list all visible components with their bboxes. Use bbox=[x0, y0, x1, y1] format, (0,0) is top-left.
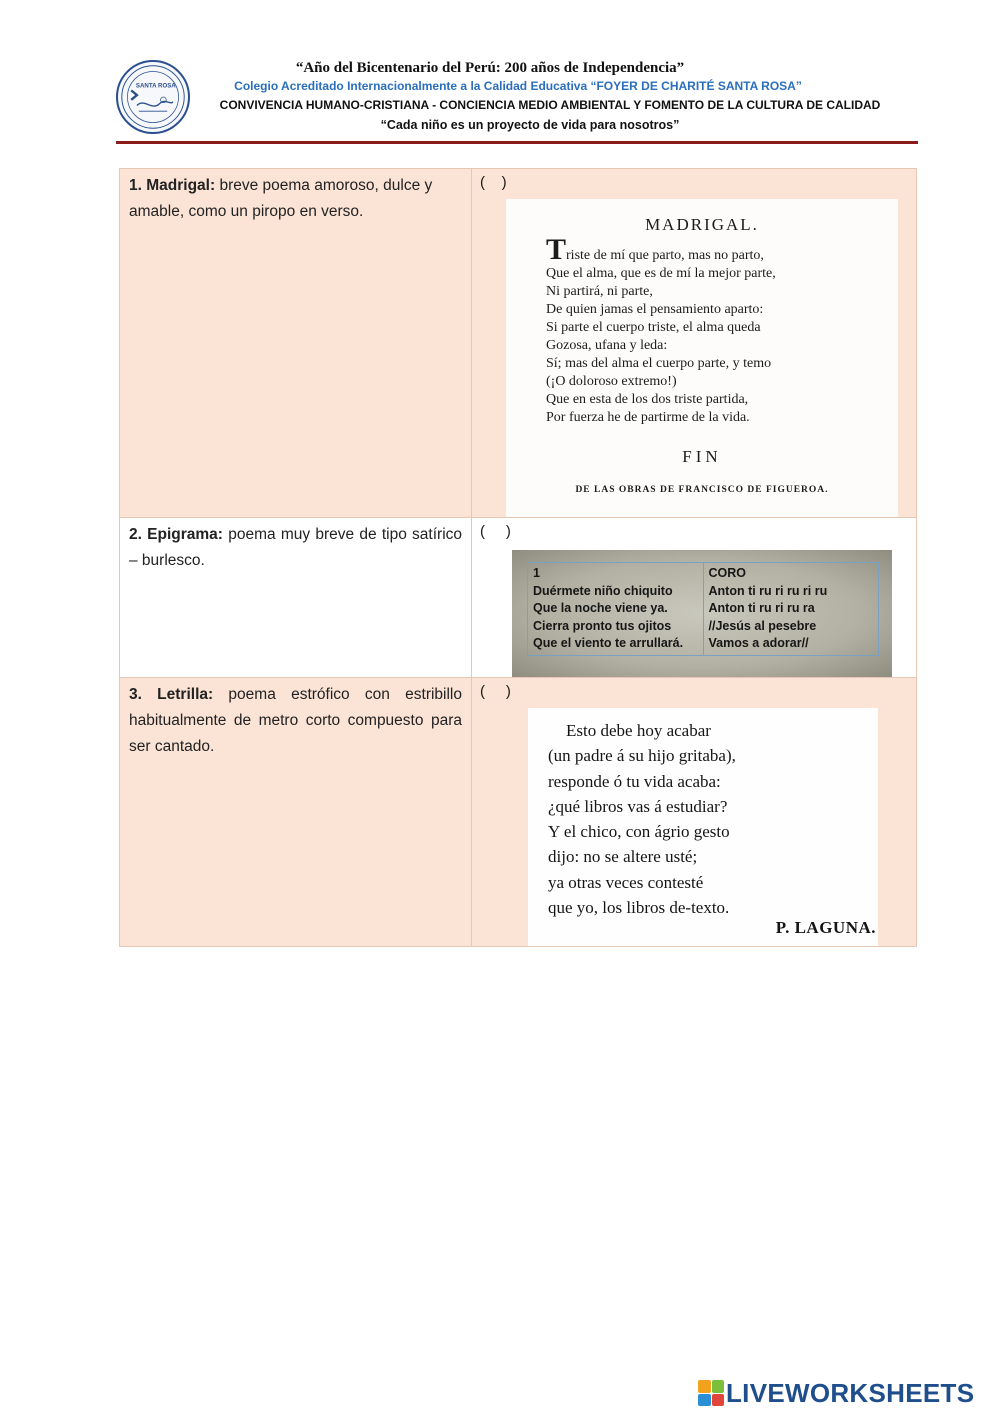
answer-cell-3 bbox=[472, 678, 917, 947]
poem-fin: FIN bbox=[682, 447, 722, 466]
poem-line: Si parte el cuerpo triste, el alma queda bbox=[546, 320, 761, 335]
answer-cell-1 bbox=[472, 169, 917, 518]
poem-line: Gozosa, ufana y leda: bbox=[546, 338, 668, 353]
epigram-poem-image bbox=[528, 708, 878, 946]
definition-text: poema muy breve de tipo satírico – burlesco. bbox=[129, 526, 463, 569]
verse-header: 1 bbox=[533, 566, 540, 580]
logo-text: SANTA ROSA bbox=[135, 82, 176, 90]
brand-name: LIVEWORKSHEETS bbox=[726, 1377, 975, 1408]
definition-cell-letrilla bbox=[120, 678, 472, 947]
poem-line: Triste de mí que parto, mas no parto, bbox=[546, 233, 764, 266]
poem-author: P. LAGUNA. bbox=[775, 918, 876, 937]
verse-line: Cierra pronto tus ojitos bbox=[533, 618, 672, 633]
poem-line: (un padre á su hijo gritaba), bbox=[548, 746, 736, 766]
coro-song-image bbox=[512, 550, 892, 677]
table-row bbox=[120, 678, 917, 947]
poem-line: dijo: no se altere usté; bbox=[548, 847, 698, 867]
poem-line: ya otras veces contesté bbox=[548, 872, 704, 892]
school-values: CONVIVENCIA HUMANO-CRISTIANA - CONCIENCIA MEDIO AMBIENTAL Y FOMENTO DE LA CULTURA DE CALIDAD bbox=[219, 98, 881, 112]
term-label: 3. Letrilla: bbox=[129, 686, 214, 703]
poem-line: que yo, los libros de-texto. bbox=[548, 898, 730, 918]
header-divider bbox=[116, 141, 918, 144]
poem-title: MADRIGAL. bbox=[645, 215, 759, 234]
verse-line: Que la noche viene ya. bbox=[533, 601, 668, 615]
table-row bbox=[120, 169, 917, 518]
matching-worksheet-table bbox=[119, 168, 917, 947]
answer-blank[interactable]: ( ) bbox=[480, 523, 511, 540]
coro-song-table bbox=[527, 562, 879, 656]
term-label: 2. Epigrama: bbox=[129, 526, 223, 543]
chorus-header: CORO bbox=[708, 566, 746, 580]
poem-line: Ni partirá, ni parte, bbox=[546, 284, 653, 299]
poem-line: Sí; mas del alma el cuerpo parte, y temo bbox=[546, 356, 772, 371]
poem-line: Que en esta de los dos triste partida, bbox=[546, 392, 749, 407]
poem-body bbox=[546, 233, 776, 427]
chorus-line: Anton ti ru ri ru ra bbox=[708, 601, 815, 615]
verse-line: Duérmete niño chiquito bbox=[533, 583, 673, 598]
poem-line: Que el alma, que es de mí la mejor parte, bbox=[546, 266, 776, 281]
chorus-line: //Jesús al pesebre bbox=[708, 618, 817, 633]
page-header bbox=[0, 0, 1000, 150]
poem-line: Esto debe hoy acabar bbox=[566, 721, 711, 740]
poem-line: (¡O doloroso extremo!) bbox=[546, 374, 677, 389]
chorus-column bbox=[703, 563, 879, 656]
bicentennial-title: “Año del Bicentenario del Perú: 200 años de Independencia” bbox=[295, 60, 685, 76]
liveworksheets-brand[interactable] bbox=[698, 1377, 974, 1409]
poem-body bbox=[548, 718, 736, 920]
poem-line: De quien jamas el pensamiento aparto: bbox=[546, 302, 764, 317]
answer-cell-2 bbox=[472, 518, 917, 678]
verse-line: Que el viento te arrullará. bbox=[533, 636, 684, 650]
chorus-line: Vamos a adorar// bbox=[708, 636, 809, 650]
answer-blank[interactable]: ( ) bbox=[480, 683, 511, 700]
poem-line: Y el chico, con ágrio gesto bbox=[548, 822, 730, 842]
definition-cell-madrigal bbox=[120, 169, 472, 518]
poem-line: responde ó tu vida acaba: bbox=[548, 771, 721, 791]
madrigal-poem-image bbox=[506, 199, 898, 517]
chorus-line: Anton ti ru ri ru ri ru bbox=[708, 583, 828, 598]
school-motto: “Cada niño es un proyecto de vida para nosotros” bbox=[380, 118, 680, 132]
definition-text: breve poema amoroso, dulce y amable, como un piropo en verso. bbox=[129, 177, 433, 220]
definition-text: poema estrófico con estribillo habitualmente de metro corto compuesto para ser cantado. bbox=[129, 686, 463, 755]
poem-line: Por fuerza he de partirme de la vida. bbox=[546, 410, 750, 425]
college-accreditation: Colegio Acreditado Internacionalmente a la Calidad Educativa “FOYER DE CHARITÉ SANTA ROSA” bbox=[234, 79, 802, 93]
poem-line: ¿qué libros vas á estudiar? bbox=[548, 796, 728, 816]
definition-cell-epigrama bbox=[120, 518, 472, 678]
term-label: 1. Madrigal: bbox=[129, 177, 216, 194]
answer-blank[interactable]: ( ) bbox=[480, 174, 507, 191]
verse-column bbox=[528, 563, 704, 656]
poem-author: DE LAS OBRAS DE FRANCISCO DE FIGUEROA. bbox=[575, 485, 829, 495]
table-row bbox=[120, 518, 917, 678]
liveworksheets-logo-icon bbox=[698, 1380, 724, 1406]
